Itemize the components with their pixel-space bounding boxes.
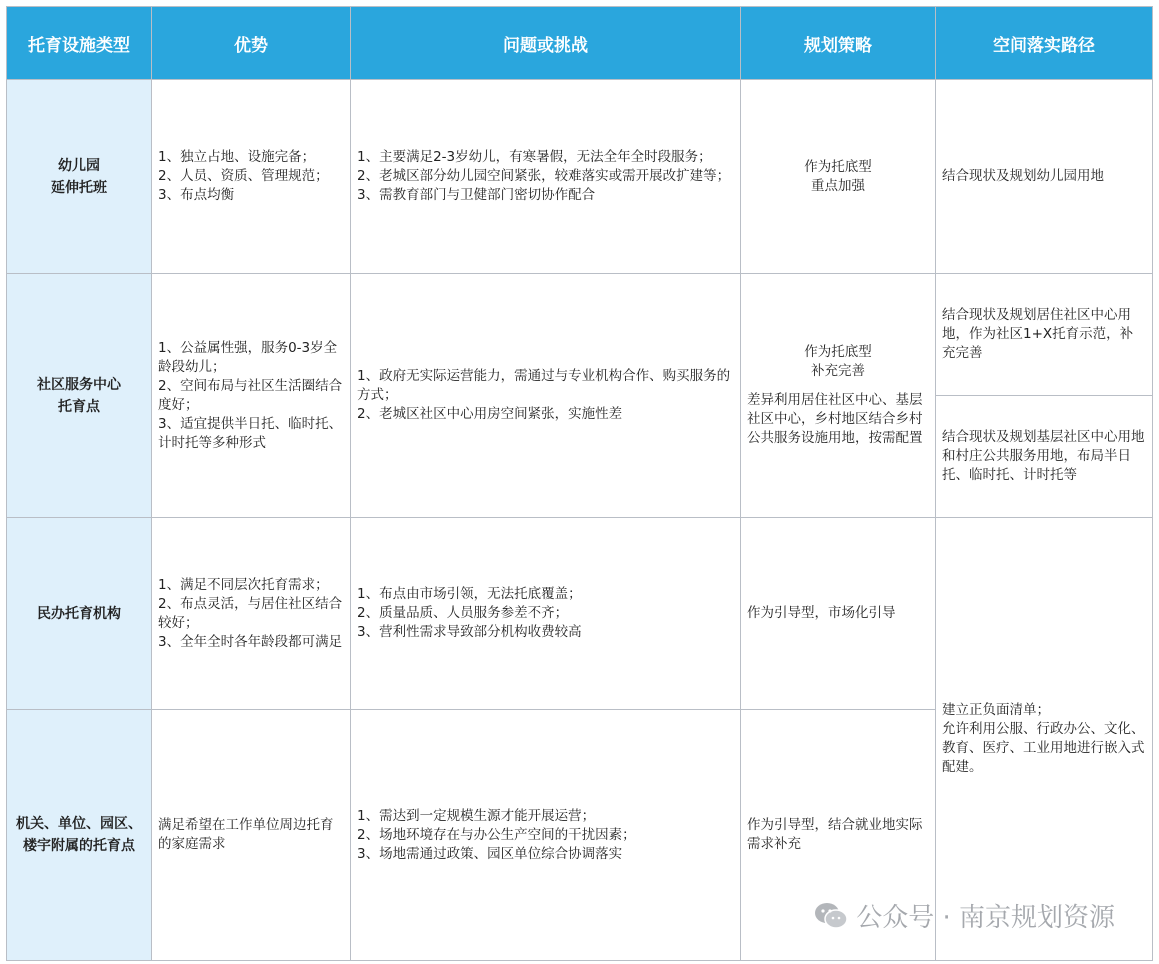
strategy-title: 作为托底型 补充完善 xyxy=(804,344,872,379)
space-path-part-a xyxy=(936,274,1152,395)
facility-type: 机关、单位、园区、楼宇附属的托育点 xyxy=(16,816,142,854)
watermark-text: 公众号 · 南京规划资源 xyxy=(856,903,1115,933)
strategy-text: 作为托底型 重点加强 xyxy=(804,158,872,194)
strategy-cell xyxy=(741,80,936,274)
challenges-text: 1、政府无实际运营能力，需通过与专业机构合作、购买服务的方式； 2、老城区社区中心用房空间紧张，实施性差 xyxy=(357,368,731,422)
header-challenges: 问题或挑战 xyxy=(351,7,741,80)
facility-type-cell xyxy=(7,518,152,710)
table-row xyxy=(7,518,1153,710)
header-strategy: 规划策略 xyxy=(741,7,936,80)
advantages-cell xyxy=(152,80,351,274)
space-path-text: 结合现状及规划基层社区中心用地和村庄公共服务用地，布局半日托、临时托、计时托等 xyxy=(942,429,1145,483)
childcare-facility-table xyxy=(6,6,1153,961)
advantages-text: 1、独立占地、设施完备； 2、人员、资质、管理规范； 3、布点均衡 xyxy=(158,149,329,203)
strategy-text: 作为引导型，结合就业地实际需求补充 xyxy=(747,817,923,852)
strategy-text: 作为引导型，市场化引导 xyxy=(747,605,896,621)
advantages-text: 1、公益属性强，服务0-3岁全龄段幼儿； 2、空间布局与社区生活圈结合度好； 3、适宜提供半日托、临时托、计时托等多种形式 xyxy=(158,339,343,451)
advantages-text: 满足希望在工作单位周边托育的家庭需求 xyxy=(158,817,334,852)
table-row xyxy=(7,274,1153,518)
facility-type-cell xyxy=(7,274,152,518)
strategy-detail: 差异利用居住社区中心、基层社区中心，乡村地区结合乡村公共服务设施用地，按需配置 xyxy=(747,392,923,446)
challenges-text: 1、主要满足2-3岁幼儿，有寒暑假，无法全年全时段服务； 2、老城区部分幼儿园空间紧张，较难落实或需开展改扩建等； 3、需教育部门与卫健部门密切协作配合 xyxy=(357,149,731,203)
strategy-cell xyxy=(741,518,936,710)
advantages-cell xyxy=(152,710,351,961)
facility-type: 社区服务中心 托育点 xyxy=(37,376,121,415)
watermark xyxy=(814,897,1115,934)
space-path-text: 结合现状及规划居住社区中心用地，作为社区1+X托育示范，补充完善 xyxy=(942,307,1134,361)
shared-space-path-cell xyxy=(936,518,1153,961)
space-path-part-b xyxy=(936,395,1152,517)
shared-space-path-text: 建立正负面清单； 允许利用公服、行政办公、文化、教育、医疗、工业用地进行嵌入式配建。 xyxy=(942,702,1145,775)
header-facility-type: 托育设施类型 xyxy=(7,7,152,80)
header-row xyxy=(7,7,1153,80)
space-path-cell xyxy=(936,274,1153,518)
table-row xyxy=(7,80,1153,274)
challenges-text: 1、布点由市场引领，无法托底覆盖； 2、质量品质、人员服务参差不齐； 3、营利性需求导致部分机构收费较高 xyxy=(357,586,582,640)
space-path-cell xyxy=(936,80,1153,274)
challenges-text: 1、需达到一定规模生源才能开展运营； 2、场地环境存在与办公生产空间的干扰因素； 3、场地需通过政策、园区单位综合协调落实 xyxy=(357,807,636,862)
facility-type: 民办托育机构 xyxy=(37,605,121,622)
facility-type-cell xyxy=(7,80,152,274)
strategy-cell xyxy=(741,274,936,518)
wechat-icon xyxy=(814,901,848,931)
advantages-cell xyxy=(152,274,351,518)
challenges-cell xyxy=(351,80,741,274)
advantages-cell xyxy=(152,518,351,710)
space-path-split xyxy=(936,274,1152,517)
facility-type-cell xyxy=(7,710,152,961)
space-path-text: 结合现状及规划幼儿园用地 xyxy=(942,168,1104,184)
challenges-cell xyxy=(351,518,741,710)
header-space-path: 空间落实路径 xyxy=(936,7,1153,80)
challenges-cell xyxy=(351,710,741,961)
facility-type: 幼儿园 延伸托班 xyxy=(51,157,107,196)
challenges-cell xyxy=(351,274,741,518)
header-advantages: 优势 xyxy=(152,7,351,80)
advantages-text: 1、满足不同层次托育需求； 2、布点灵活，与居住社区结合较好； 3、全年全时各年龄段都可满足 xyxy=(158,576,343,650)
